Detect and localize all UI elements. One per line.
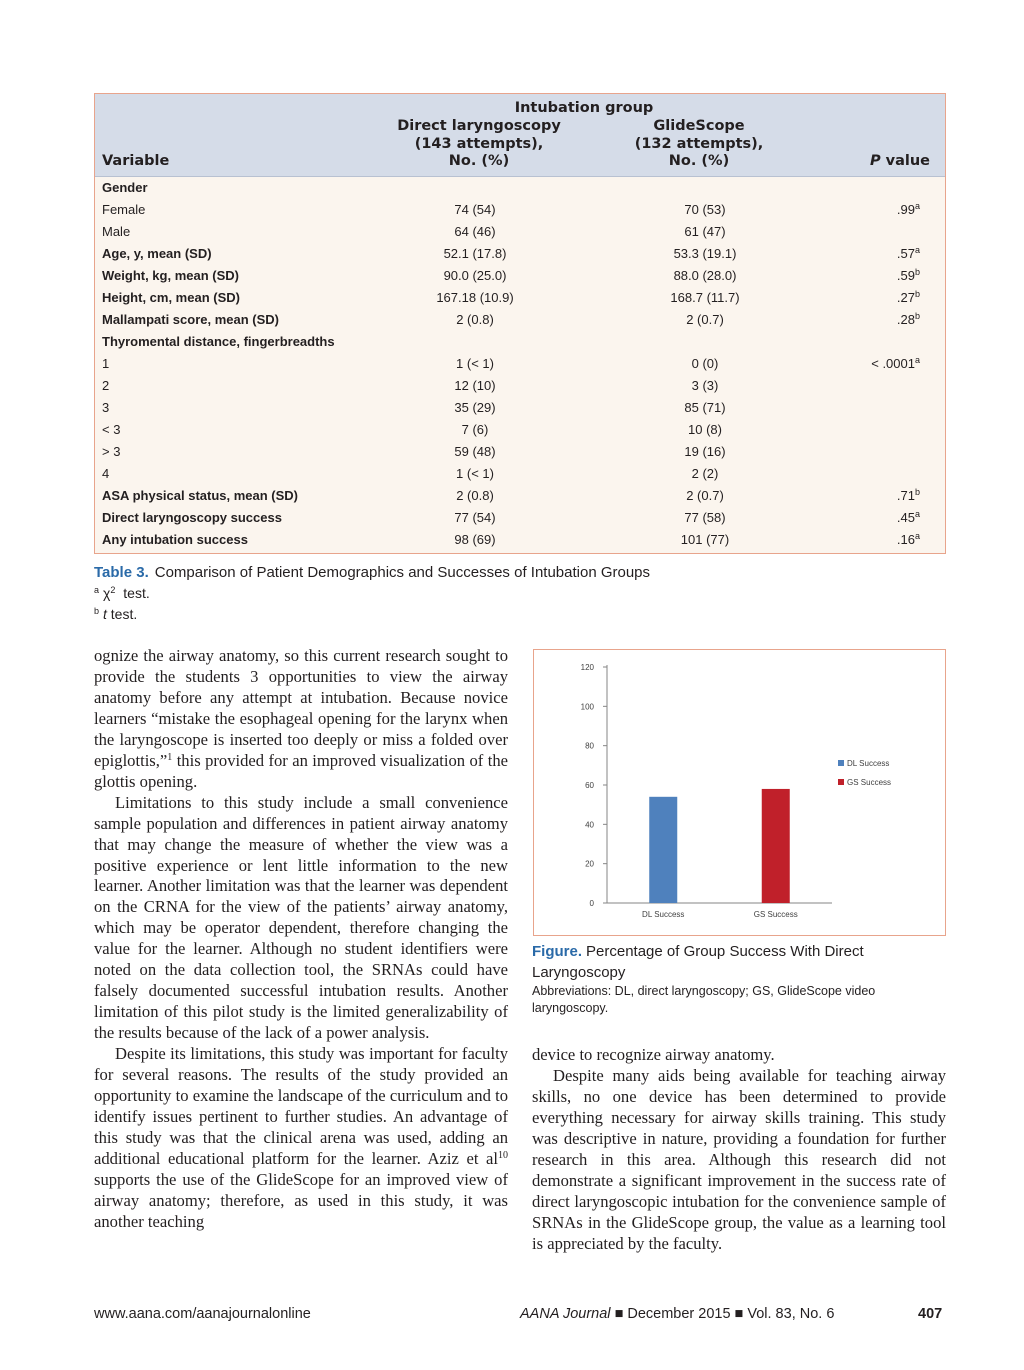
legend-label: GS Success <box>847 778 892 787</box>
gs-value: 0 (0) <box>691 356 719 371</box>
legend-swatch <box>838 779 844 785</box>
y-tick-label: 120 <box>580 663 594 672</box>
table-row <box>95 485 945 507</box>
row-label: Thyromental distance, fingerbreadths <box>102 334 335 349</box>
table-row <box>95 243 945 265</box>
gs-value: 88.0 (28.0) <box>673 268 737 283</box>
row-label: Male <box>102 224 131 239</box>
table-row <box>95 441 945 463</box>
row-label: < 3 <box>102 422 121 437</box>
table-row <box>95 199 945 221</box>
right-paragraph-1: device to recognize airway anatomy. <box>532 1045 775 1064</box>
gs-value: 19 (16) <box>684 444 726 459</box>
gs-value: 168.7 (11.7) <box>670 290 740 305</box>
dl-value: 74 (54) <box>454 202 496 217</box>
header-intubation-group: Intubation group <box>514 100 654 116</box>
table-row <box>95 353 945 375</box>
gs-value: 77 (58) <box>684 510 726 525</box>
row-label: ASA physical status, mean (SD) <box>102 488 299 503</box>
row-label: Age, y, mean (SD) <box>102 246 212 261</box>
y-tick-label: 0 <box>589 899 594 908</box>
table-row <box>95 177 945 199</box>
row-label: Weight, kg, mean (SD) <box>102 268 239 283</box>
legend-label: DL Success <box>847 759 890 768</box>
page-number: 407 <box>918 1306 943 1322</box>
table-row <box>95 419 945 441</box>
gs-value: 61 (47) <box>684 224 726 239</box>
gs-value: 2 (0.7) <box>686 488 724 503</box>
row-label: Female <box>102 202 146 217</box>
header-direct-laryngoscopy: Direct laryngoscopy (143 attempts), No. (%) <box>397 118 561 169</box>
gs-value: 3 (3) <box>691 378 719 393</box>
demographics-table <box>94 93 946 554</box>
row-label: > 3 <box>102 444 121 459</box>
header-glidescope: GlideScope (132 attempts), No. (%) <box>634 118 764 169</box>
p-value: .28$^b$ <box>896 311 920 327</box>
table-row <box>95 397 945 419</box>
p-value: .16$^a$ <box>896 531 920 547</box>
dl-value: 1 (< 1) <box>456 466 494 481</box>
table-footnote-a: $^a$ $\chi^2$ test. <box>94 585 150 601</box>
header-p-value: P value <box>869 153 930 169</box>
table-body <box>95 177 945 551</box>
gs-value: 85 (71) <box>684 400 726 415</box>
p-value: .27$^b$ <box>896 289 920 305</box>
bar-dl-success <box>649 797 677 903</box>
row-label: Any intubation success <box>102 532 248 547</box>
row-label: 2 <box>102 378 110 393</box>
dl-value: 167.18 (10.9) <box>436 290 514 305</box>
dl-value: 59 (48) <box>454 444 496 459</box>
footer-journal: AANA Journal ■ December 2015 ■ Vol. 83, No. 6 <box>520 1306 835 1322</box>
table-caption-label: Table 3. <box>94 564 149 581</box>
row-label: 1 <box>102 356 110 371</box>
gs-value: 2 (0.7) <box>686 312 724 327</box>
table-header <box>95 94 945 177</box>
gs-value: 2 (2) <box>691 466 719 481</box>
p-value: < .0001$^a$ <box>871 355 920 371</box>
gs-value: 70 (53) <box>684 202 726 217</box>
figure-chart <box>533 649 946 936</box>
x-tick-label: DL Success <box>642 910 685 919</box>
gs-value: 10 (8) <box>688 422 722 437</box>
bar-gs-success <box>762 789 790 903</box>
table-row <box>95 309 945 331</box>
row-label: Direct laryngoscopy success <box>102 510 282 525</box>
table-caption <box>94 564 650 581</box>
left-paragraph-1: ognize the airway anatomy, so this current research sought to provide the students 3 opportunities to view the airway anatomy before any attempt at intubation. Because novice learners “mistake the esophageal opening for the larynx when the laryngoscope is inserted too deeply or miss a folded over epiglottis,”$^1$ this provided for an improved visualization of the glottis opening. <box>94 646 508 791</box>
table-row <box>95 507 945 529</box>
gs-value: 53.3 (19.1) <box>673 246 737 261</box>
p-value: .71$^b$ <box>896 487 920 503</box>
right-text-column <box>532 1045 946 1255</box>
table-row <box>95 287 945 309</box>
y-tick-label: 20 <box>585 859 594 869</box>
y-tick-label: 100 <box>580 702 594 712</box>
header-variable: Variable <box>102 153 170 169</box>
y-tick-label: 60 <box>585 781 594 790</box>
row-label: 3 <box>102 400 110 415</box>
table-footnote-b: $^b$ t test. <box>94 606 138 622</box>
table-row <box>95 265 945 287</box>
dl-value: 90.0 (25.0) <box>443 268 507 283</box>
table-row <box>95 375 945 397</box>
dl-value: 35 (29) <box>454 400 496 415</box>
left-paragraph-3: Despite its limitations, this study was important for faculty for several reasons. The results of the study provided an opportunity to examine the landscape of the curriculum and to identify issues pertinent to further studies. An advantage of this study was that the clinical arena was used, adding an additional educational platform for the learner. Aziz et $al^{10}$ supports the use of the GlideScope for an improved view of airway anatomy; therefore, as used in this study, it was another teaching <box>94 1044 508 1231</box>
bar-chart <box>534 650 945 935</box>
gs-value: 101 (77) <box>680 532 730 547</box>
p-value: .99$^a$ <box>896 201 920 217</box>
dl-value: 7 (6) <box>461 422 489 437</box>
dl-value: 2 (0.8) <box>456 312 494 327</box>
figure-caption: Figure. Percentage of Group Success With Direct Laryngoscopy <box>532 943 864 981</box>
dl-value: 77 (54) <box>454 510 496 525</box>
row-label: Height, cm, mean (SD) <box>102 290 240 305</box>
p-value: .45$^a$ <box>896 509 920 525</box>
footer-url: www.aana.com/aanajournalonline <box>94 1306 311 1322</box>
left-paragraph-2: Limitations to this study include a small convenience sample population and differences in patient airway anatomy that may change the measure of whether the view was a positive experience or lent little information to the new learner. Another limitation was that the learner was dependent on the CRNA for the view of the patients’ airway anatomy, which may be operator dependent, therefore changing the value for the learner. Although no student identifiers were noted on the data collection tool, the SRNAs could have falsely documented successful intubation results. Another limitation of this pilot study is the limited generalizability of the results because of the lack of a power analysis. <box>94 792 508 1043</box>
row-label: Gender <box>102 180 148 195</box>
dl-value: 52.1 (17.8) <box>443 246 507 261</box>
table-row <box>95 463 945 485</box>
dl-value: 12 (10) <box>454 378 496 393</box>
table-row <box>95 529 945 551</box>
dl-value: 64 (46) <box>454 224 496 239</box>
y-tick-label: 80 <box>585 741 594 751</box>
p-value: .57$^a$ <box>896 245 920 261</box>
table-row <box>95 331 945 353</box>
row-label: Mallampati score, mean (SD) <box>102 312 279 327</box>
dl-value: 98 (69) <box>454 532 496 547</box>
row-label: 4 <box>102 466 110 481</box>
legend-swatch <box>838 760 844 766</box>
figure-abbreviations: Abbreviations: DL, direct laryngoscopy; GS, GlideScope video laryngoscopy. <box>532 984 876 1015</box>
x-tick-label: GS Success <box>753 910 798 919</box>
table-row <box>95 221 945 243</box>
table-caption-text: Comparison of Patient Demographics and Successes of Intubation Groups <box>154 564 651 581</box>
dl-value: 1 (< 1) <box>456 356 494 371</box>
left-text-column <box>94 646 508 1233</box>
p-value: .59$^b$ <box>896 267 920 283</box>
y-tick-label: 40 <box>585 820 594 830</box>
right-paragraph-2: Despite many aids being available for teaching airway skills, no one device has been determined to provide everything necessary for airway skills training. This study was descriptive in nature, providing a foundation for further research in this area. Although this research did not demonstrate a significant improvement in the success rate of direct laryngoscopic intubation for the convenience sample of SRNAs in the GlideScope group, the value as a learning tool is appreciated by the faculty. <box>532 1065 946 1253</box>
dl-value: 2 (0.8) <box>456 488 494 503</box>
